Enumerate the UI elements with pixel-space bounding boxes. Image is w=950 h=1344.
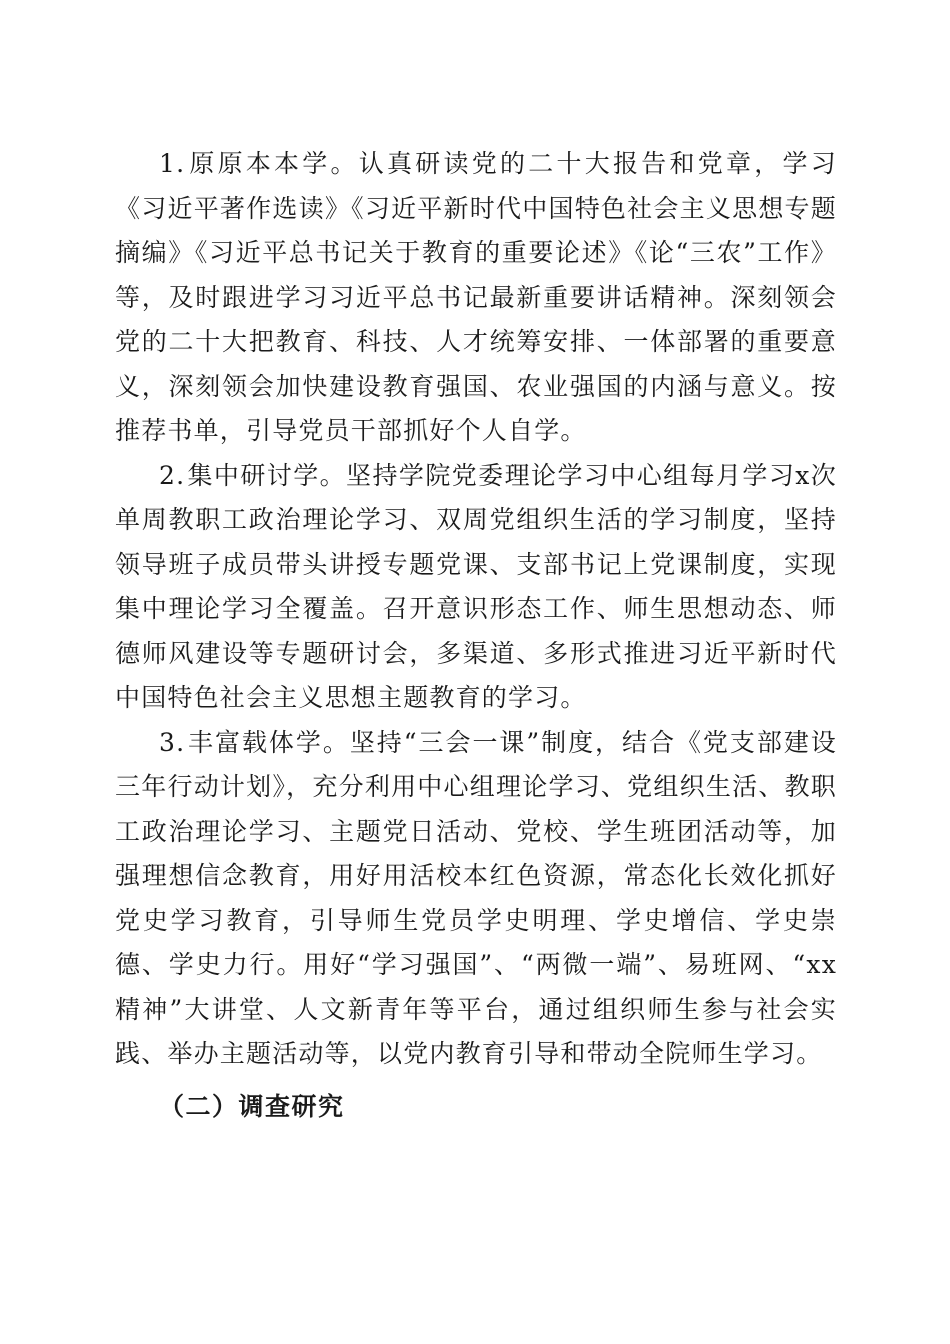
paragraph-2 xyxy=(115,454,837,721)
paragraph-3-text: 丰富载体学。坚持“三会一课”制度，结合《党支部建设三年行动计划》，充分利用中心组理论学习、党组织生活、教职工政治理论学习、主题党日活动、党校、学生班团活动等，加强理想信念教育，用好用活校本红色资源，常态化长效化抓好党史学习教育，引导师生党员学史明理、学史增信、学史崇德、学史力行。用好“学习强国”、“两微一端”、易班网、“xx精神”大讲堂、人文新青年等平台，通过组织师生参与社会实践、举办主题活动等，以党内教育引导和带动全院师生学习。 xyxy=(115,727,837,1068)
paragraph-1-text: 原原本本学。认真研读党的二十大报告和党章，学习《习近平著作选读》《习近平新时代中国特色社会主义思想专题摘编》《习近平总书记关于教育的重要论述》《论“三农”工作》等，及时跟进学习习近平总书记最新重要讲话精神。深刻领会党的二十大把教育、科技、人才统筹安排、一体部署的重要意义，深刻领会加快建设教育强国、农业强国的内涵与意义。按推荐书单，引导党员干部抓好个人自学。 xyxy=(115,149,837,445)
section-heading: （二）调查研究 xyxy=(159,1091,345,1121)
document-page xyxy=(115,142,837,1129)
paragraph-2-number: 2. xyxy=(159,460,186,490)
paragraph-1 xyxy=(115,142,837,454)
paragraph-3 xyxy=(115,721,837,1077)
paragraph-2-text: 集中研讨学。坚持学院党委理论学习中心组每月学习x次单周教职工政治理论学习、双周党组织生活的学习制度，坚持领导班子成员带头讲授专题党课、支部书记上党课制度，实现集中理论学习全覆盖。召开意识形态工作、师生思想动态、师德师风建设等专题研讨会，多渠道、多形式推进习近平新时代中国特色社会主义思想主题教育的学习。 xyxy=(115,460,837,712)
paragraph-3-number: 3. xyxy=(159,727,186,757)
paragraph-1-number: 1. xyxy=(159,149,186,178)
